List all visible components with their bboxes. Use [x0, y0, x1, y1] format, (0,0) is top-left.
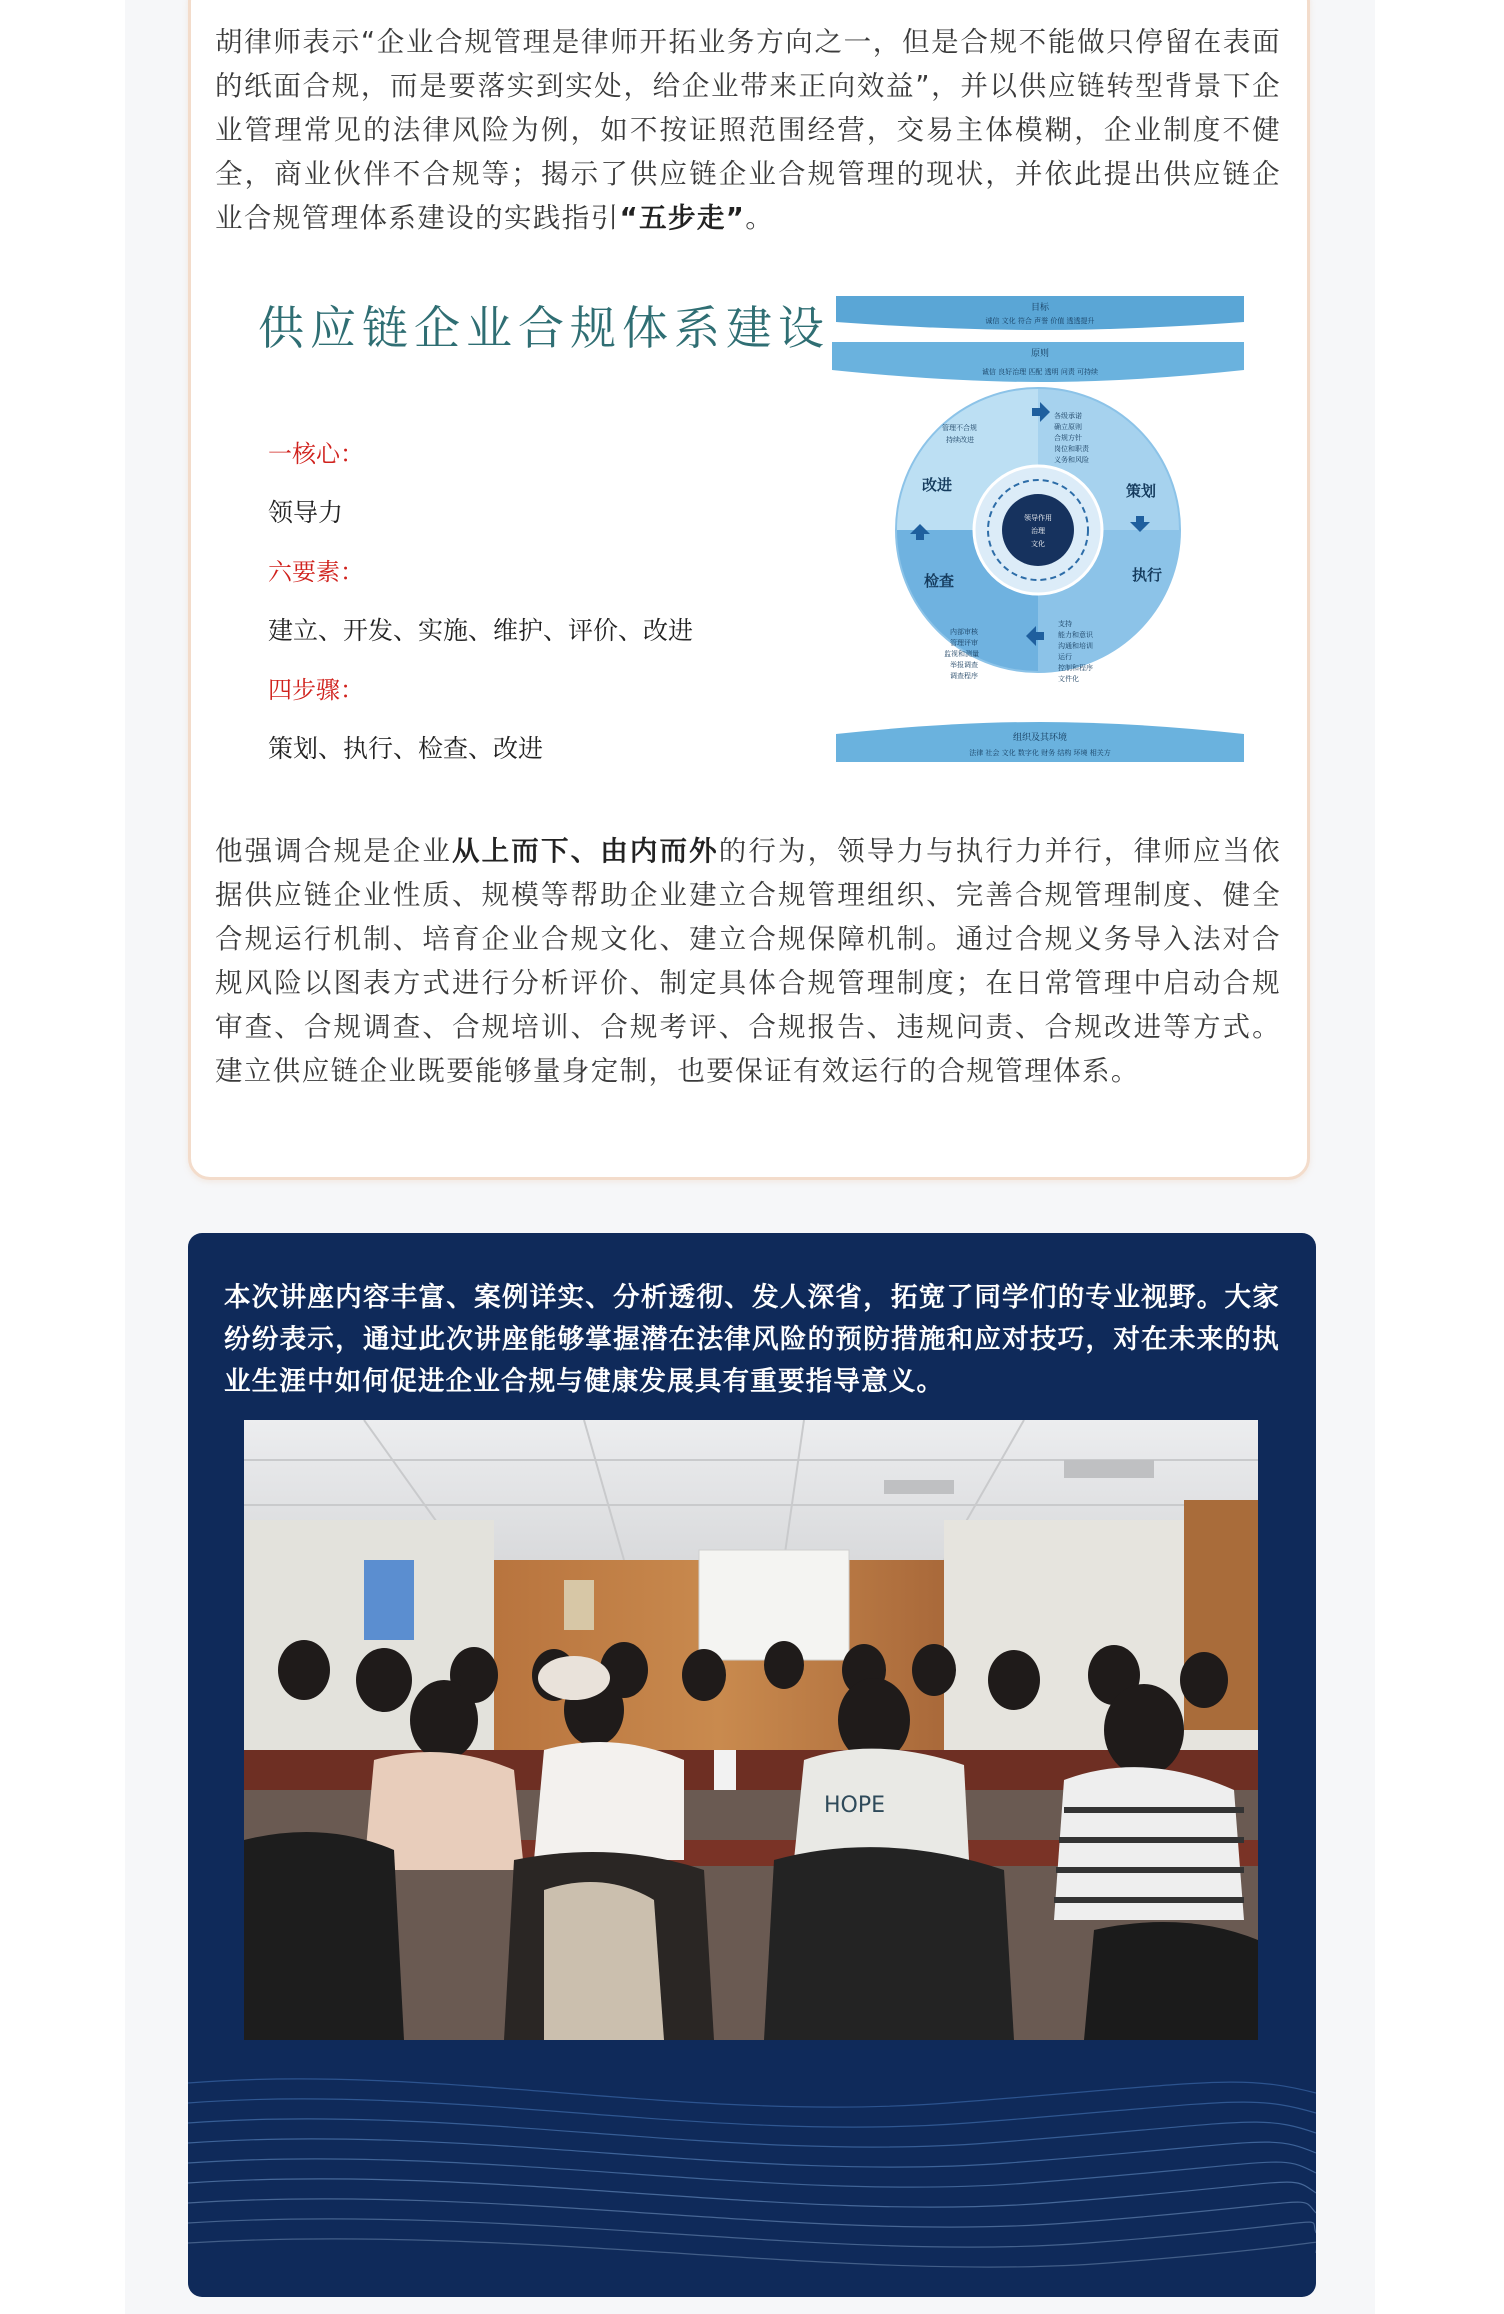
principle-band-items: 诚信 良好治理 匹配 透明 问责 可持续	[981, 368, 1099, 376]
center-line-3: 文化	[1031, 540, 1045, 548]
quadrant-plan-label: 策划	[1126, 482, 1157, 500]
improve-note-1: 管理不合规	[942, 424, 977, 432]
quadrant-execute-label: 执行	[1132, 566, 1163, 584]
check-note-1: 内部审核	[950, 628, 978, 636]
center-line-1: 领导作用	[1024, 514, 1052, 522]
goal-band-items: 诚信 文化 符合 声誉 价值 透透提升	[985, 317, 1095, 325]
environment-band-title: 组织及其环境	[1012, 733, 1068, 743]
compliance-cycle-diagram	[832, 294, 1248, 766]
summary-card	[188, 1233, 1316, 2297]
figure-list	[268, 430, 748, 784]
principle-band	[832, 342, 1244, 382]
check-note-3: 监视和测量	[944, 650, 979, 658]
execute-note-1: 支持	[1058, 620, 1072, 628]
principle-band-title: 原则	[1030, 349, 1050, 359]
goal-band-title: 目标	[1030, 303, 1050, 313]
plan-note-2: 确立原则	[1054, 423, 1082, 431]
environment-band-items: 法律 社会 文化 数字化 财务 结构 环境 相关方	[969, 749, 1111, 757]
svg-text:HOPE: HOPE	[824, 1793, 886, 1818]
decorative-waves	[188, 2063, 1316, 2297]
check-note-4: 举报调查	[950, 661, 978, 669]
execute-note-6: 文件化	[1058, 675, 1079, 683]
quadrant-improve-label: 改进	[922, 476, 953, 494]
execute-note-2: 能力和意识	[1058, 631, 1093, 639]
paragraph-intro: 胡律师表示“企业合规管理是律师开拓业务方向之一，但是合规不能做只停留在表面的纸面合规，而是要落实到实处，给企业带来正向效益”，并以供应链转型背景下企业管理常见的法律风险为例，如不按证照范围经营，交易主体模糊，企业制度不健全，商业伙伴不合规等；揭示了供应链企业合规管理的现状，并依此提出供应链企业合规管理体系建设的实践指引“五步走”。	[215, 26, 1281, 234]
execute-note-4: 运行	[1058, 653, 1072, 661]
paragraph-emphasis: 他强调合规是企业从上而下、由内而外的行为，领导力与执行力并行，律师应当依据供应链企业性质、规模等帮助企业建立合规管理组织、完善合规管理制度、健全合规运行机制、培育企业合规文化、建立合规保障机制。通过合规义务导入法对合规风险以图表方式进行分析评价、制定具体合规管理制度；在日常管理中启动合规审查、合规调查、合规培训、合规考评、合规报告、违规问责、合规改进等方式。建立供应链企业既要能够量身定制，也要保证有效运行的合规管理体系。	[215, 835, 1281, 1087]
five-steps-emphasis: “五步走”	[619, 202, 746, 234]
core-item: 领导力	[268, 498, 344, 527]
improve-note-2: 持续改进	[946, 436, 974, 444]
summary-text: 本次讲座内容丰富、案例详实、分析透彻、发人深省，拓宽了同学们的专业视野。大家纷纷表示，通过此次讲座能够掌握潜在法律风险的预防措施和应对技巧，对在未来的执业生涯中如何促进企业合规与健康发展具有重要指导意义。	[224, 1282, 1280, 1397]
elements-heading: 六要素：	[268, 558, 364, 586]
plan-note-1: 各级承诺	[1054, 412, 1082, 420]
top-down-emphasis: 从上而下、由内而外	[452, 835, 719, 867]
quadrant-check-label: 检查	[924, 572, 955, 590]
lecture-photo	[244, 1420, 1258, 2040]
steps-item: 策划、执行、检查、改进	[268, 734, 544, 763]
plan-note-5: 义务和风险	[1054, 456, 1089, 464]
lecture-photo-image	[244, 1420, 1258, 2040]
elements-item: 建立、开发、实施、维护、评价、改进	[268, 616, 694, 645]
core-heading: 一核心：	[268, 440, 364, 468]
check-note-2: 管理评审	[950, 639, 978, 647]
check-note-5: 调查程序	[950, 672, 978, 680]
execute-note-3: 沟通和培训	[1058, 642, 1093, 650]
plan-note-3: 合规方针	[1054, 434, 1082, 442]
execute-note-5: 控制和程序	[1058, 664, 1093, 672]
steps-heading: 四步骤：	[268, 676, 364, 704]
plan-note-4: 岗位和职责	[1054, 445, 1089, 453]
center-line-2: 治理	[1031, 527, 1045, 535]
figure-title: 供应链企业合规体系建设	[258, 301, 830, 355]
